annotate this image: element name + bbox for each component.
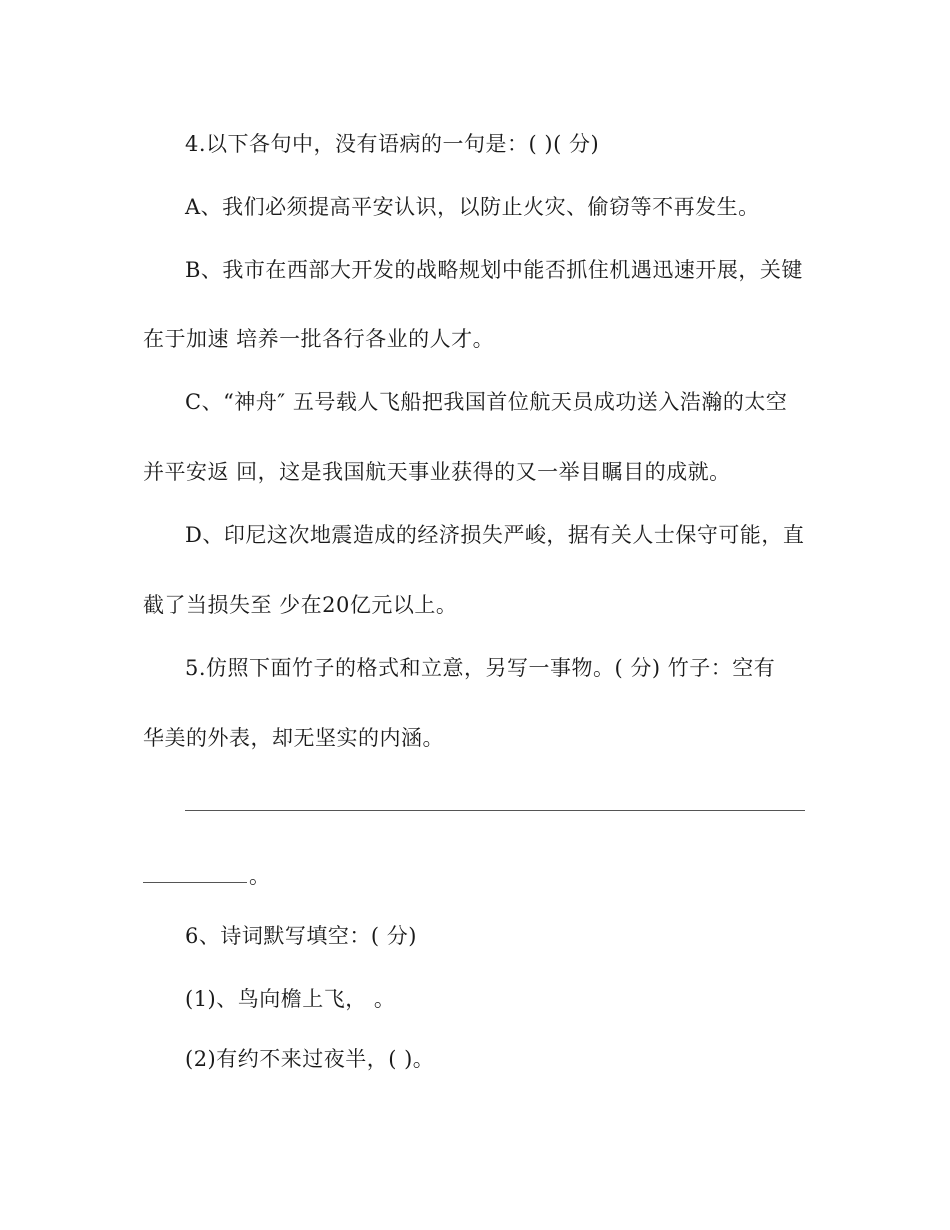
question-5-line1: 5.仿照下面竹子的格式和立意，另写一事物。( 分) 竹子：空有	[185, 656, 776, 680]
answer-blank-line-long	[185, 810, 805, 811]
question-4-option-a: A、我们必须提高平安认识，以防止火灾、偷窃等不再发生。	[185, 195, 760, 219]
question-6-item-1: (1)、鸟向檐上飞， 。	[185, 987, 396, 1011]
question-4-option-c-line1: C、“神舟″ 五号载人飞船把我国首位航天员成功送入浩瀚的太空	[185, 390, 788, 414]
answer-blank-suffix: 。	[249, 864, 270, 888]
question-4-option-b-line1: B、我市在西部大开发的战略规划中能否抓住机遇迅速开展，关键	[185, 258, 803, 282]
question-4-option-c-line2: 并平安返 回，这是我国航天事业获得的又一举目瞩目的成就。	[143, 460, 731, 484]
question-4-stem: 4.以下各句中，没有语病的一句是：( )( 分)	[185, 132, 600, 156]
question-6-item-2: (2)有约不来过夜半，( )。	[185, 1047, 435, 1071]
question-4-option-b-line2: 在于加速 培养一批各行各业的人才。	[143, 327, 495, 351]
question-4-option-d-line2: 截了当损失至 少在20亿元以上。	[143, 593, 458, 617]
answer-blank-line-short	[143, 882, 247, 883]
question-4-option-d-line1: D、印尼这次地震造成的经济损失严峻，据有关人士保守可能，直	[185, 523, 805, 547]
question-5-line2: 华美的外表，却无坚实的内涵。	[143, 726, 444, 750]
question-6-stem: 6、诗词默写填空：( 分)	[185, 924, 417, 948]
